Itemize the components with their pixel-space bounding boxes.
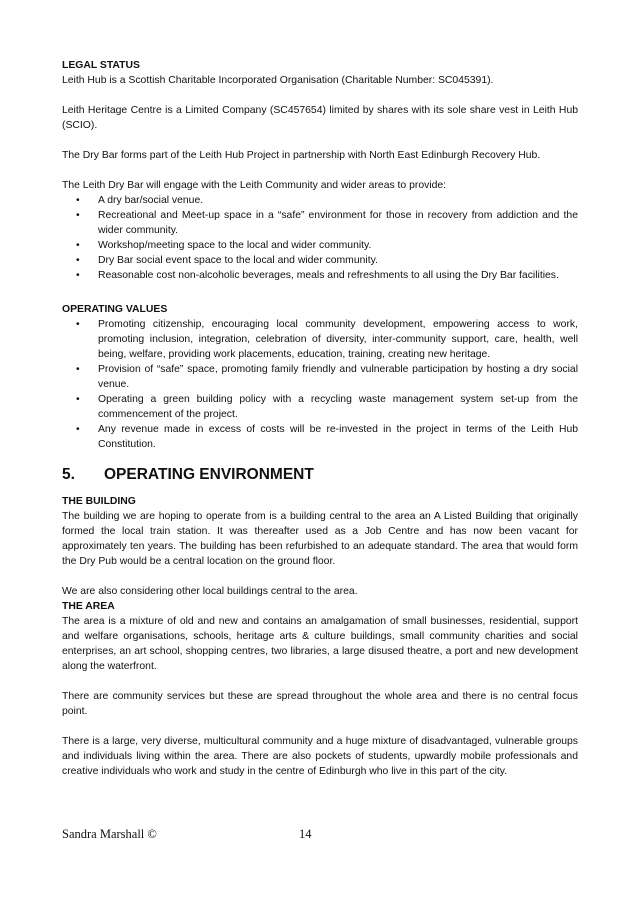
- section-title: [62, 465, 578, 485]
- list-item: • A dry bar/social venue.: [62, 193, 578, 208]
- other-buildings-paragraph: We are also considering other local buildings central to the area.: [62, 586, 358, 597]
- section-number: 5.: [62, 466, 75, 483]
- heritage-centre-paragraph: Leith Heritage Centre is a Limited Company (SC457654) limited by shares with its sole share vest in Leith Hub (SCIO).: [62, 105, 578, 131]
- community-services-paragraph: There are community services but these are spread throughout the whole area and there is no central focus point.: [62, 691, 578, 717]
- area-heading: THE AREA: [62, 601, 115, 612]
- list-item: • Reasonable cost non-alcoholic beverages, meals and refreshments to all using the Dry Bar facilities.: [62, 268, 578, 283]
- building-paragraph: The building we are hoping to operate from is a building central to the area an A Listed Building that originally formed the local train station. It was thereafter used as a Job Centre and has now been vacant for approximately ten years. The building has been refurbished to an adequate standard. The area that would form the Dry Pub would be a central location on the ground floor.: [62, 511, 578, 567]
- list-item: • Dry Bar social event space to the local and wider community.: [62, 253, 578, 268]
- operating-values-heading: OPERATING VALUES: [62, 304, 168, 315]
- list-item: • Provision of “safe” space, promoting family friendly and vulnerable participation by hosting a dry social venue.: [62, 362, 578, 392]
- dry-bar-provides-list: [62, 193, 578, 283]
- list-item: • Recreational and Meet-up space in a “safe” environment for those in recovery from addiction and the wider community.: [62, 208, 578, 238]
- legal-status-paragraph: Leith Hub is a Scottish Charitable Incorporated Organisation (Charitable Number: SC045391).: [62, 75, 494, 86]
- building-heading: THE BUILDING: [62, 496, 136, 507]
- list-item: • Any revenue made in excess of costs will be re-invested in the project in terms of the Leith Hub Constitution.: [62, 422, 578, 452]
- legal-status-heading: LEGAL STATUS: [62, 60, 140, 71]
- list-item: • Promoting citizenship, encouraging local community development, empowering access to work, promoting inclusion, integration, celebration of diversity, inter-community support, care, health, well being, welfare, providing work placements, education, training, creating new heritage.: [62, 317, 578, 362]
- operating-values-list: [62, 317, 578, 452]
- section-heading: OPERATING ENVIRONMENT: [104, 466, 314, 483]
- dry-bar-partnership-paragraph: The Dry Bar forms part of the Leith Hub Project in partnership with North East Edinburgh Recovery Hub.: [62, 150, 541, 161]
- community-diversity-paragraph: There is a large, very diverse, multicultural community and a huge mixture of disadvantaged, vulnerable groups and individuals living within the area. There are also pockets of students, upwardly mobile professionals and creative individuals who work and study in the centre of Edinburgh who live in this part of the city.: [62, 736, 578, 777]
- document-page: [62, 58, 578, 779]
- dry-bar-provides-intro: The Leith Dry Bar will engage with the Leith Community and wider areas to provide:: [62, 180, 447, 191]
- list-item: • Operating a green building policy with a recycling waste management system set-up from the commencement of the project.: [62, 392, 578, 422]
- area-paragraph: The area is a mixture of old and new and contains an amalgamation of small businesses, residential, support and welfare organisations, schools, heritage arts & culture buildings, small community charities and social enterprises, an art school, shopping centres, two libraries, a large disused theatre, a port and new development along the waterfront.: [62, 616, 578, 672]
- footer-author: Sandra Marshall ©: [62, 827, 157, 841]
- page-number: 14: [299, 827, 312, 841]
- page-footer: [62, 827, 362, 842]
- list-item: • Workshop/meeting space to the local and wider community.: [62, 238, 578, 253]
